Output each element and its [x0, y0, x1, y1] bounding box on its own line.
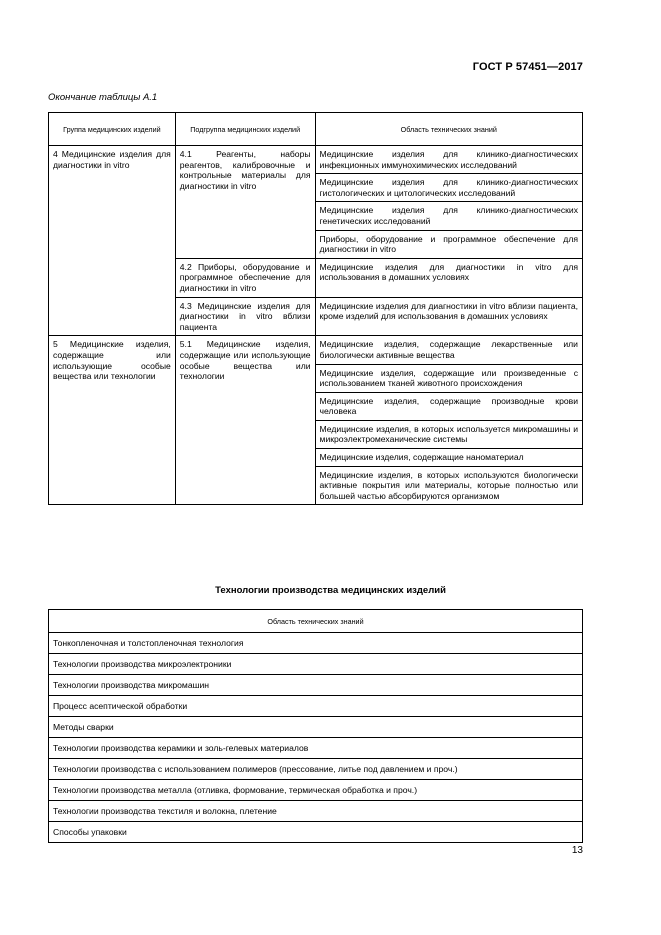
header-group: Группа медицинских изделий	[49, 113, 176, 146]
area-cell: Медицинские изделия для диагностики in vitro вблизи пациента, кроме изделий для использования в домашних условиях	[315, 297, 582, 336]
tech-cell: Методы сварки	[49, 717, 583, 738]
header-area: Область технических знаний	[315, 113, 582, 146]
table-row	[49, 336, 583, 364]
group-4: 4 Медицинские изделия для диагностики in vitro	[49, 146, 176, 336]
area-cell: Медицинские изделия, в которых используется микромашины и микроэлектромеханические системы	[315, 420, 582, 448]
page-number: 13	[571, 845, 583, 856]
standard-designation: ГОСТ Р 57451—2017	[472, 61, 583, 73]
tech-cell: Технологии производства текстиля и волокна, плетение	[49, 801, 583, 822]
table-row	[49, 146, 583, 174]
table-row	[49, 822, 583, 843]
subgroup-4-2: 4.2 Приборы, оборудование и программное обеспечение для диагностики in vitro	[175, 258, 315, 297]
area-cell: Медицинские изделия, содержащие лекарственные или биологически активные вещества	[315, 336, 582, 364]
tech-cell: Процесс асептической обработки	[49, 696, 583, 717]
section-title: Технологии производства медицинских изделий	[215, 585, 446, 596]
table-row	[49, 675, 583, 696]
subgroup-5-1: 5.1 Медицинские изделия, содержащие или использующие особые вещества или технологии	[175, 336, 315, 505]
tech-cell: Способы упаковки	[49, 822, 583, 843]
group-5: 5 Медицинские изделия, содержащие или использующие особые вещества или технологии	[49, 336, 176, 505]
area-cell: Медицинские изделия, содержащие или произведенные с использованием тканей животного происхождения	[315, 364, 582, 392]
table-row	[49, 696, 583, 717]
subgroup-4-3: 4.3 Медицинские изделия для диагностики in vitro вблизи пациента	[175, 297, 315, 336]
table-row	[49, 738, 583, 759]
tech-cell: Технологии производства микроэлектроники	[49, 654, 583, 675]
tech-cell: Технологии производства керамики и золь-гелевых материалов	[49, 738, 583, 759]
area-cell: Медицинские изделия для диагностики in vitro для использования в домашних условиях	[315, 258, 582, 297]
table-header-row	[49, 610, 583, 633]
table-row	[49, 633, 583, 654]
area-cell: Медицинские изделия для клинико-диагностических гистологических и цитологических исследований	[315, 174, 582, 202]
table-row	[49, 780, 583, 801]
table-row	[49, 801, 583, 822]
tech-cell: Технологии производства металла (отливка, формование, термическая обработка и проч.)	[49, 780, 583, 801]
area-cell: Приборы, оборудование и программное обеспечение для диагностики in vitro	[315, 230, 582, 258]
table-a1	[48, 112, 583, 505]
header-area: Область технических знаний	[49, 610, 583, 633]
table-header-row	[49, 113, 583, 146]
tech-cell: Тонкопленочная и толстопленочная технология	[49, 633, 583, 654]
tech-cell: Технологии производства микромашин	[49, 675, 583, 696]
tech-cell: Технологии производства с использованием полимеров (прессование, литье под давлением и проч.)	[49, 759, 583, 780]
area-cell: Медицинские изделия, содержащие производные крови человека	[315, 392, 582, 420]
area-cell: Медицинские изделия, в которых используются биологически активные покрытия или материалы, которые полностью или большей частью абсорбируются организмом	[315, 466, 582, 505]
table-row	[49, 759, 583, 780]
table-row	[49, 717, 583, 738]
table-caption: Окончание таблицы А.1	[48, 92, 158, 103]
table-row	[49, 654, 583, 675]
subgroup-4-1: 4.1 Реагенты, наборы реагентов, калибровочные и контрольные материалы для диагностики in vitro	[175, 146, 315, 259]
header-subgroup: Подгруппа медицинских изделий	[175, 113, 315, 146]
area-cell: Медицинские изделия для клинико-диагностических генетических исследований	[315, 202, 582, 230]
area-cell: Медицинские изделия для клинико-диагностических инфекционных иммунохимических исследований	[315, 146, 582, 174]
area-cell: Медицинские изделия, содержащие наноматериал	[315, 449, 582, 467]
technologies-table	[48, 609, 583, 843]
